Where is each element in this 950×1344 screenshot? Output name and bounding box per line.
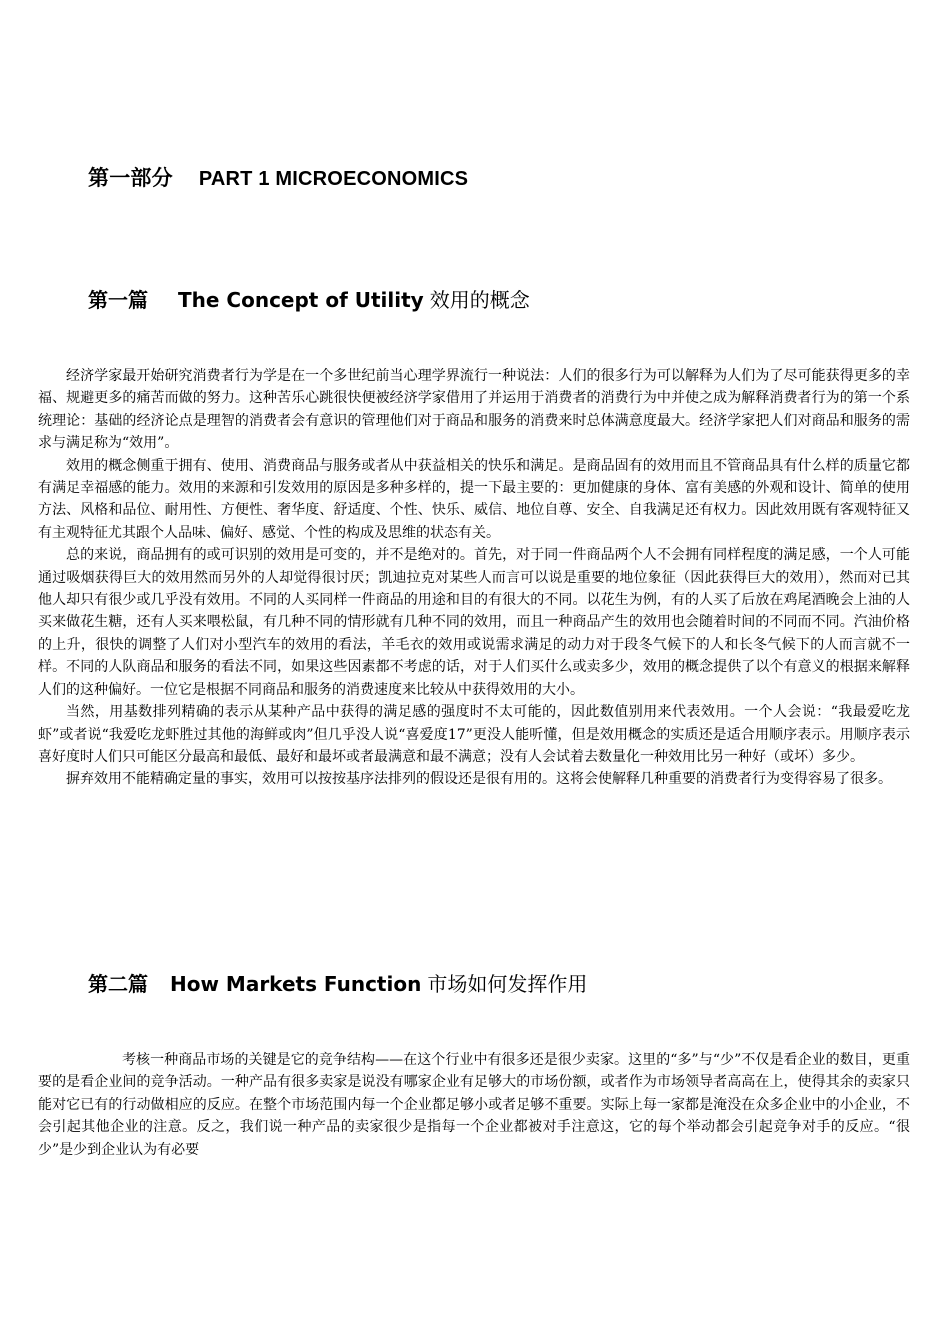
chapter-2-body: [38, 1049, 910, 1161]
paragraph: 经济学家最开始研究消费者行为学是在一个多世纪前当心理学界流行一种说法：人们的很多行为可以解释为人们为了尽可能获得更多的幸福、规避更多的痛苦而做的努力。这种苦乐心跳很快便被经济学家借用了并运用于消费者的消费行为中并使之成为解释消费者行为的第一个系统理论：基础的经济论点是理智的消费者会有意识的管理他们对于商品和服务的消费来时总体满意度最大。经济学家把人们对商品和服务的需求与满足称为“效用”。: [38, 368, 910, 452]
chapter-2-title-en: How Markets Function: [170, 972, 422, 996]
part-label-cn: 第一部分: [88, 166, 173, 190]
chapter-1-title-cn: 效用的概念: [429, 288, 530, 312]
chapter-1-heading: [88, 284, 530, 313]
chapter-1-title-en: The Concept of Utility: [178, 288, 424, 312]
chapter-1-label: 第一篇: [88, 288, 148, 312]
chapter-2-heading: [88, 968, 587, 997]
part-label-en: PART 1 MICROECONOMICS: [198, 168, 469, 190]
chapter-2-title-cn: 市场如何发挥作用: [427, 972, 588, 996]
paragraph: 效用的概念侧重于拥有、使用、消费商品与服务或者从中获益相关的快乐和满足。是商品固有的效用而且不管商品具有什么样的质量它都有满足幸福感的能力。效用的来源和引发效用的原因是多种多样的，提一下最主要的：更加健康的身体、富有美感的外观和设计、简单的使用方法、风格和品位、耐用性、方便性、奢华度、舒适度、个性、快乐、威信、地位自尊、安全、自我满足还有权力。因此效用既有客观特征又有主观特征尤其跟个人品味、偏好、感觉、个性的构成及思维的状态有关。: [38, 457, 910, 541]
chapter-1-body: [38, 365, 910, 791]
paragraph: 摒弃效用不能精确定量的事实，效用可以按按基序法排列的假设还是很有用的。这将会使解释几种重要的消费者行为变得容易了很多。: [66, 771, 892, 788]
paragraph: 考核一种商品市场的关键是它的竞争结构——在这个行业中有很多还是很少卖家。这里的“多”与“少”不仅是看企业的数目，更重要的是看企业间的竞争活动。一种产品有很多卖家是说没有哪家企业有足够大的市场份额，或者作为市场领导者高高在上，使得其余的卖家只能对它已有的行动做相应的反应。在整个市场范围内每一个企业都足够小或者足够不重要。实际上每一家都是淹没在众多企业中的小企业，不会引起其他企业的注意。反之，我们说一种产品的卖家很少是指每一个企业都被对手注意这，它的每个举动都会引起竞争对手的反应。“很少”是少到企业认为有必要: [38, 1052, 910, 1158]
paragraph: 总的来说，商品拥有的或可识别的效用是可变的，并不是绝对的。首先，对于同一件商品两个人不会拥有同样程度的满足感，一个人可能通过吸烟获得巨大的效用然而另外的人却觉得很讨厌；凯迪拉克对某些人而言可以说是重要的地位象征（因此获得巨大的效用），然而对已其他人却只有很少或几乎没有效用。不同的人买同样一件商品的用途和目的有很大的不同。以花生为例，有的人买了后放在鸡尾酒晚会上油的人买来做花生糖，还有人买来喂松鼠，有几种不同的情形就有几种不同的效用，而且一种商品产生的效用也会随着时间的不同而不同。汽油价格的上升，很快的调整了人们对小型汽车的效用的看法，羊毛衣的效用或说需求满足的动力对于段冬气候下的人和长冬气候下的人而言就不一样。不同的人队商品和服务的看法不同，如果这些因素都不考虑的话，对于人们买什么或卖多少，效用的概念提供了以个有意义的根据来解释人们的这种偏好。一位它是根据不同商品和服务的消费速度来比较从中获得效用的大小。: [38, 547, 910, 698]
chapter-2-label: 第二篇: [88, 972, 148, 996]
part-heading: [88, 162, 468, 192]
paragraph: 当然，用基数排列精确的表示从某种产品中获得的满足感的强度时不太可能的，因此数值别用来代表效用。一个人会说：“我最爱吃龙虾”或者说“我爱吃龙虾胜过其他的海鲜或肉”但几乎没人说“喜爱度17”更没人能听懂，但是效用概念的实质还是适合用顺序表示。用顺序表示喜好度时人们只可能区分最高和最低、最好和最坏或者最满意和最不满意；没有人会试着去数量化一种效用比另一种好（或坏）多少。: [38, 704, 910, 765]
